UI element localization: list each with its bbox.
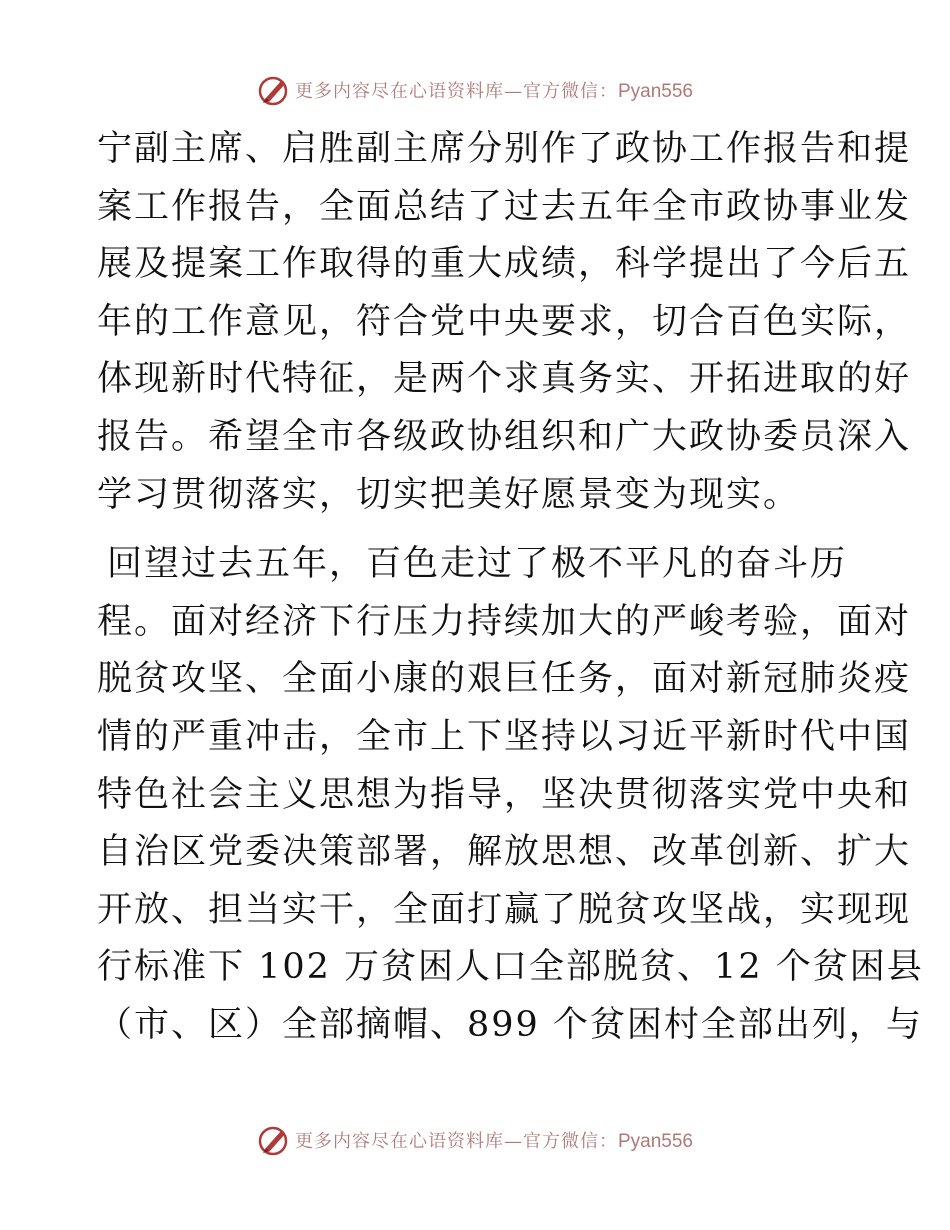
text-line: 行标准下 102 万贫困人口全部脱贫、12 个贫困县 xyxy=(97,947,924,988)
text-line: 宁副主席、启胜副主席分别作了政协工作报告和提 xyxy=(97,129,912,169)
text-line: 报告。希望全市各级政协组织和广大政协委员深入 xyxy=(97,416,912,457)
text-line: 学习贯彻落实，切实把美好愿景变为现实。 xyxy=(97,474,801,515)
text-line: 程。面对经济下行压力持续加大的严峻考验，面对 xyxy=(97,601,912,642)
document-body xyxy=(97,121,924,1055)
paragraph-1 xyxy=(97,121,912,524)
text-line: （市、区）全部摘帽、899 个贫困村全部出列，与 xyxy=(97,1004,923,1045)
text-line: 年的工作意见，符合党中央要求，切合百色实际， xyxy=(97,301,912,342)
header-prefix: 更多内容尽在心语资料库—官方微信： xyxy=(294,81,618,102)
text-line: 体现新时代特征，是两个求真务实、开拓进取的好 xyxy=(97,359,912,400)
footer-text xyxy=(295,1127,693,1153)
paragraph-2 xyxy=(97,536,924,1054)
text-line: 特色社会主义思想为指导，坚决贯彻落实党中央和 xyxy=(97,774,912,815)
text-line: 案工作报告，全面总结了过去五年全市政协事业发 xyxy=(97,186,912,227)
text-line: 脱贫攻坚、全面小康的艰巨任务，面对新冠肺炎疫 xyxy=(97,659,912,700)
text-line: 开放、担当实干，全面打赢了脱贫攻坚战，实现现 xyxy=(97,889,912,930)
header-handle: Pyan556 xyxy=(617,81,693,102)
pen-logo-icon xyxy=(257,1123,291,1157)
text-line: 展及提案工作取得的重大成绩，科学提出了今后五 xyxy=(97,244,912,285)
footer-banner xyxy=(0,1120,950,1160)
footer-handle: Pyan556 xyxy=(617,1131,693,1152)
header-text xyxy=(295,77,693,103)
footer-prefix: 更多内容尽在心语资料库—官方微信： xyxy=(294,1131,618,1152)
text-line: 自治区党委决策部署，解放思想、改革创新、扩大 xyxy=(97,832,912,873)
pen-logo-icon xyxy=(257,73,291,107)
text-line: 回望过去五年，百色走过了极不平凡的奋斗历 xyxy=(107,544,848,585)
header-banner xyxy=(0,70,950,110)
text-line: 情的严重冲击，全市上下坚持以习近平新时代中国 xyxy=(97,716,912,757)
paragraph-spacer xyxy=(97,524,857,536)
